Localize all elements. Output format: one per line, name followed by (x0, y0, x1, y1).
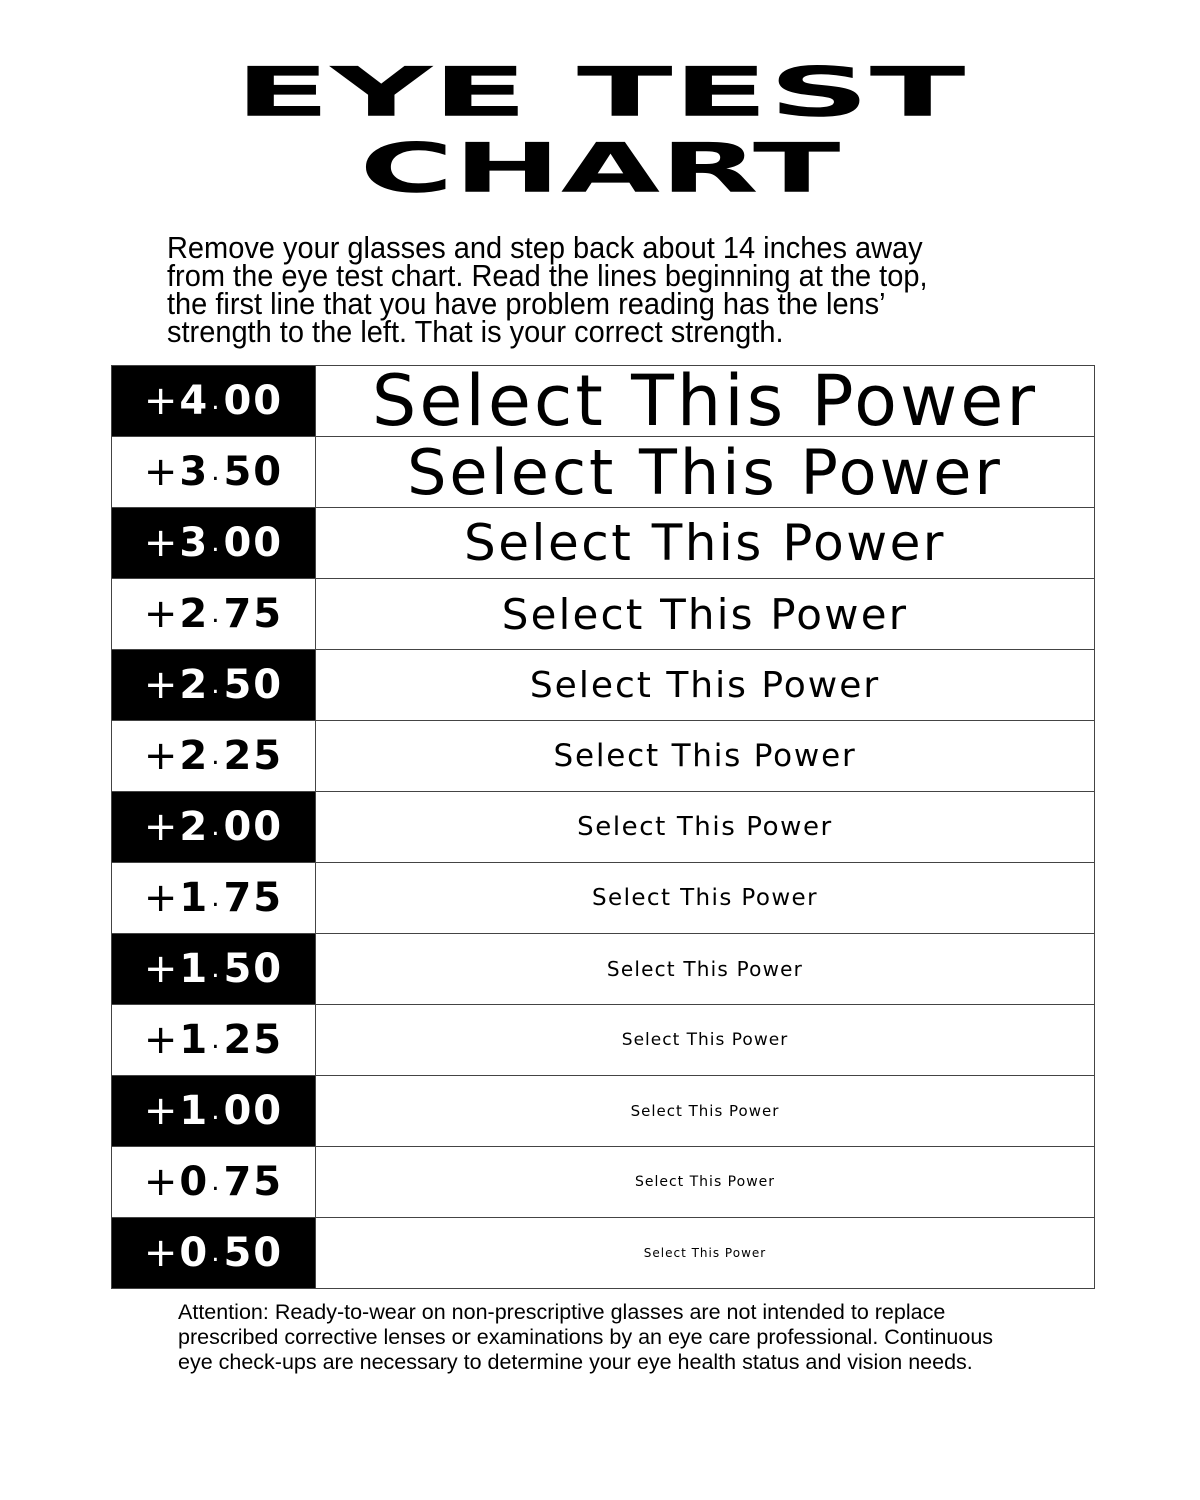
attention-line: Attention: Ready-to-wear on non-prescriptive glasses are not intended to replace (178, 1300, 946, 1324)
eye-test-table (111, 360, 1095, 1289)
power-row[interactable] (112, 791, 1094, 862)
power-row[interactable] (112, 1075, 1094, 1146)
power-value (112, 863, 316, 933)
instruction-line: from the eye test chart. Read the lines beginning at the top, (167, 258, 928, 293)
power-whole: 0 (179, 1159, 210, 1205)
power-whole: 1 (179, 875, 210, 921)
power-fraction: 25 (223, 733, 284, 779)
instruction-line: Remove your glasses and step back about 14 inches away (167, 230, 923, 265)
power-row[interactable] (112, 578, 1094, 649)
power-whole: 2 (179, 804, 210, 850)
decimal-point: . (211, 1167, 222, 1197)
power-whole: 2 (179, 591, 210, 637)
power-fraction: 75 (223, 591, 284, 637)
decimal-point: . (211, 812, 222, 842)
power-fraction: 00 (223, 804, 284, 850)
power-row[interactable] (112, 1004, 1094, 1075)
decimal-point: . (211, 670, 222, 700)
power-sign: + (143, 662, 180, 708)
power-fraction: 50 (223, 662, 284, 708)
decimal-point: . (211, 457, 222, 487)
power-fraction: 75 (223, 875, 284, 921)
instruction-line: strength to the left. That is your correct strength. (167, 314, 784, 349)
decimal-point: . (211, 741, 222, 771)
power-row[interactable] (112, 720, 1094, 791)
power-sign: + (143, 1088, 180, 1134)
power-fraction: 25 (223, 1017, 284, 1063)
instructions (167, 230, 1009, 349)
power-value (112, 721, 316, 791)
power-value (112, 508, 316, 578)
power-sign: + (143, 733, 180, 779)
power-fraction: 75 (223, 1159, 284, 1205)
decimal-point: . (211, 883, 222, 913)
power-whole: 1 (179, 1017, 210, 1063)
select-power-label[interactable]: Select This Power (643, 1246, 767, 1260)
attention-notice (178, 1300, 1078, 1375)
power-sign: + (143, 946, 180, 992)
power-row[interactable] (112, 1146, 1094, 1217)
power-whole: 3 (179, 520, 210, 566)
decimal-point: . (211, 1238, 222, 1268)
power-sign: + (143, 378, 180, 424)
power-row[interactable] (112, 933, 1094, 1004)
power-fraction: 00 (223, 378, 284, 424)
power-sign: + (143, 1230, 180, 1276)
power-value (112, 792, 316, 862)
chart-title-line-1: EYE TEST (234, 52, 966, 132)
select-power-label[interactable]: Select This Power (630, 1102, 780, 1120)
power-sign: + (143, 875, 180, 921)
select-power-label[interactable]: Select This Power (371, 360, 1039, 442)
power-fraction: 00 (223, 520, 284, 566)
power-row[interactable] (112, 507, 1094, 578)
power-row[interactable] (112, 436, 1094, 507)
power-fraction: 50 (223, 946, 284, 992)
power-value (112, 1218, 316, 1288)
power-row[interactable] (112, 862, 1094, 933)
power-fraction: 50 (223, 449, 284, 495)
select-power-label[interactable]: Select This Power (634, 1174, 776, 1190)
power-whole: 2 (179, 733, 210, 779)
power-sign: + (143, 591, 180, 637)
decimal-point: . (211, 599, 222, 629)
select-power-label[interactable]: Select This Power (577, 812, 833, 842)
power-value (112, 579, 316, 649)
attention-line: prescribed corrective lenses or examinations by an eye care professional. Continuous (178, 1325, 994, 1349)
power-value (112, 650, 316, 720)
decimal-point: . (211, 1025, 222, 1055)
power-whole: 4 (179, 378, 210, 424)
power-value (112, 366, 316, 436)
decimal-point: . (211, 954, 222, 984)
power-row[interactable] (112, 360, 1094, 442)
select-power-label[interactable]: Select This Power (606, 957, 804, 981)
power-value (112, 934, 316, 1004)
power-whole: 1 (179, 946, 210, 992)
chart-title-line-2: CHART (359, 128, 841, 208)
select-power-label[interactable]: Select This Power (407, 435, 1003, 509)
power-fraction: 50 (223, 1230, 284, 1276)
select-power-label[interactable]: Select This Power (553, 738, 857, 774)
power-row[interactable] (112, 649, 1094, 720)
power-value (112, 437, 316, 507)
select-power-label[interactable]: Select This Power (592, 885, 818, 911)
select-power-label[interactable]: Select This Power (501, 589, 909, 639)
power-whole: 3 (179, 449, 210, 495)
power-row[interactable] (112, 1217, 1094, 1288)
power-sign: + (143, 1159, 180, 1205)
instruction-line: the first line that you have problem reading has the lens’ (167, 286, 886, 321)
select-power-label[interactable]: Select This Power (464, 514, 946, 572)
power-whole: 0 (179, 1230, 210, 1276)
attention-line: eye check-ups are necessary to determine your eye health status and vision needs. (178, 1350, 973, 1374)
select-power-label[interactable]: Select This Power (529, 664, 881, 706)
decimal-point: . (211, 386, 222, 416)
power-value (112, 1076, 316, 1146)
power-whole: 1 (179, 1088, 210, 1134)
power-whole: 2 (179, 662, 210, 708)
power-sign: + (143, 1017, 180, 1063)
power-sign: + (143, 804, 180, 850)
decimal-point: . (211, 528, 222, 558)
select-power-label[interactable]: Select This Power (621, 1030, 789, 1050)
power-value (112, 1005, 316, 1075)
power-value (112, 1147, 316, 1217)
power-sign: + (143, 449, 180, 495)
decimal-point: . (211, 1096, 222, 1126)
power-fraction: 00 (223, 1088, 284, 1134)
power-sign: + (143, 520, 180, 566)
